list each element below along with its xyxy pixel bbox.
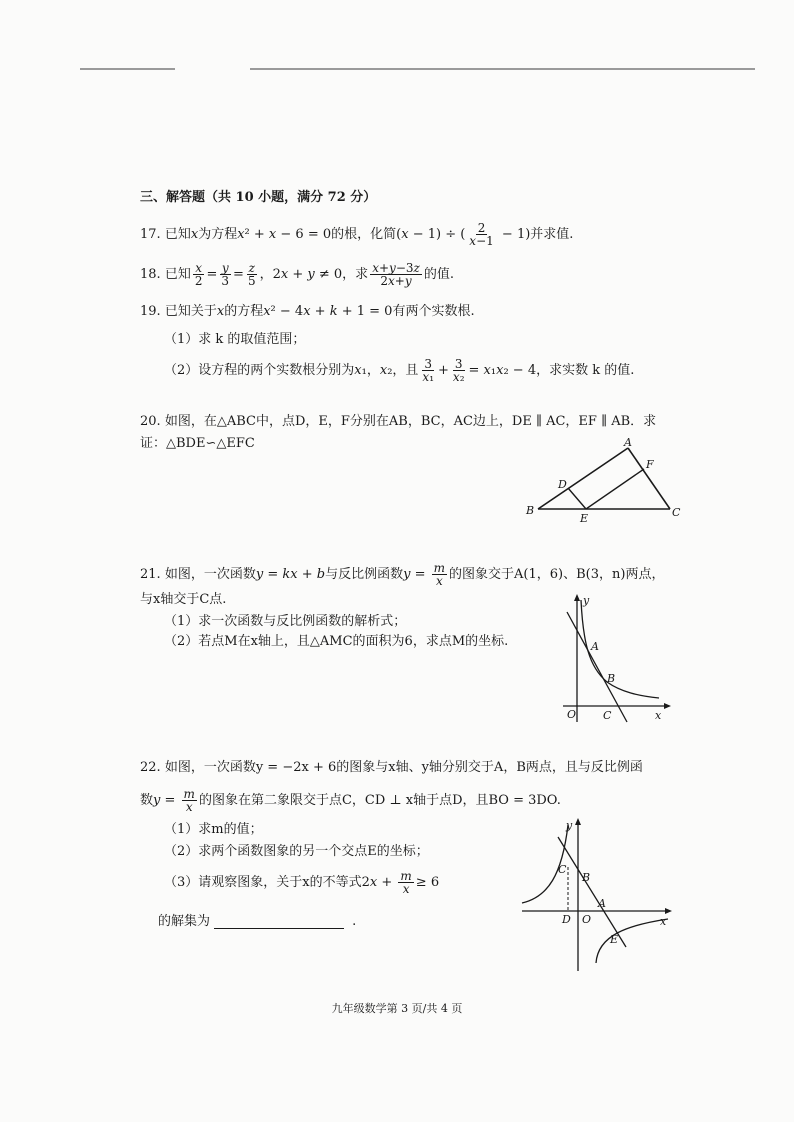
question-number: 21. (140, 567, 161, 582)
graph-22 (518, 815, 678, 975)
question-number: 22. (140, 760, 161, 775)
question-21: 21. 如图，一次函数y = kx + b与反比例函数y = $\frac{m}{x}$ 的图象交于A(1，6)、B(3，n)两点， (140, 561, 665, 588)
label-C: C (672, 506, 681, 519)
axis-label-y: y (566, 819, 573, 832)
question-number: 17. (140, 227, 161, 242)
answer-line: 的解集为 . (158, 914, 357, 929)
label-B: B (607, 672, 616, 685)
label-A: A (591, 640, 599, 653)
label-A: A (624, 436, 632, 449)
question-21-part-1: （1）求一次函数与反比例函数的解析式； (164, 614, 407, 629)
label-D: D (558, 478, 567, 491)
origin-label: O (582, 913, 592, 926)
question-20-line-2: 证：△BDE∽△EFC (140, 436, 255, 451)
label-E: E (580, 512, 589, 525)
question-21-part-2: （2）若点M在x轴上，且△AMC的面积为6，求点M的坐标. (164, 634, 509, 649)
graph-21 (555, 592, 675, 727)
label-B: B (526, 504, 535, 517)
question-22-part-2: （2）求两个函数图象的另一个交点E的坐标； (164, 844, 429, 859)
scan-line-left (80, 68, 175, 70)
axis-label-y: y (583, 594, 590, 607)
question-17: 17. 已知x为方程x² + x − 6 = 0的根，化简(x − 1) ÷ ( $\frac{2}{x-1}$ − 1)并求值. (140, 221, 574, 248)
question-19: 19. 已知关于x的方程x² − 4x + k + 1 = 0有两个实数根. (140, 304, 475, 319)
question-19-part-2: （2）设方程的两个实数根分别为x₁，x₂，且 $\frac{3}{\text{x₁}}$ + $\frac{3}{\text{x₂}}$ = x₁x₂ − 4，求实数 k 的值. (164, 357, 635, 384)
triangle-figure (520, 436, 690, 526)
page-footer: 九年级数学第 3 页/共 4 页 (331, 1002, 463, 1015)
label-A: A (598, 897, 606, 910)
question-number: 19. (140, 304, 161, 319)
question-20: 20. 如图，在△ABC中，点D，E，F分别在AB，BC，AC边上，DE ∥ AC，EF ∥ AB．求 (140, 414, 657, 429)
question-22-part-1: （1）求m的值； (164, 822, 263, 837)
origin-label: O (567, 708, 577, 721)
axis-label-x: x (655, 709, 662, 722)
label-C: C (603, 709, 612, 722)
question-19-part-1: （1）求 k 的取值范围； (164, 332, 306, 347)
question-number: 20. (140, 414, 161, 429)
label-E: E (610, 933, 619, 946)
question-22-part-3: （3）请观察图象，关于x的不等式2x + $\frac{m}{x}$ ≥ 6 (164, 869, 440, 896)
question-22-line-2: 数y = $\frac{m}{x}$ 的图象在第二象限交于点C，CD ⊥ x轴于点D，且BO = 3DO. (140, 787, 561, 814)
axis-label-x: x (660, 915, 667, 928)
label-D: D (562, 913, 571, 926)
label-B: B (582, 871, 591, 884)
label-F: F (646, 458, 654, 471)
question-number: 18. (140, 267, 161, 282)
answer-blank[interactable] (214, 914, 344, 929)
question-22: 22. 如图，一次函数y = −2x + 6的图象与x轴、y轴分别交于A，B两点，且与反比例函 (140, 760, 643, 775)
label-C: C (558, 863, 567, 876)
section-title: 三、解答题（共 10 小题，满分 72 分） (140, 190, 377, 205)
scan-line-right (250, 68, 755, 70)
question-21-line-2: 与x轴交于C点. (140, 592, 227, 607)
question-18: 18. 已知 $\frac{x}{2}$ = $\frac{y}{3}$ = $\frac{z}{5}$ ，2x + y ≠ 0，求 $\frac{x+y-3z}{2x+y}$ 的值. (140, 261, 454, 288)
